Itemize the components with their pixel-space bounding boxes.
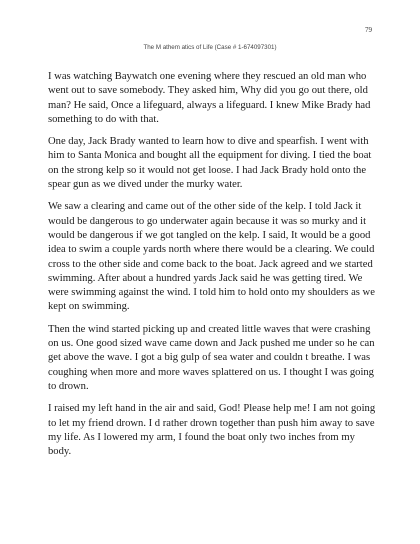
paragraph-4: Then the wind started picking up and created little waves that were crashing on us. One good sized wave came down and Jack pushed me under so he can get above the wave. I got a big gulp of sea water and couldn t breathe. I was coughing when more and more waves splattered on us. I thought I was going to drown. (48, 323, 375, 392)
paragraph-3: We saw a clearing and came out of the other side of the kelp. I told Jack it would be dangerous to go underwater again because it was so murky and it would be dangerous if we got tangled on the kelp. I said, It would be a good idea to swim a couple yards north where there would be a clearing. We could cross to the other side and come back to the boat. Jack agreed and we started swimming. After about a hundred yards Jack said he was getting tired. We were swimming against the wind. I told him to hold onto my shoulders as we kept on swimming. (48, 201, 375, 313)
paragraph-1: I was watching Baywatch one evening where they rescued an old man who went out to save somebody. They asked him, Why did you go out there, old man? He said, Once a lifeguard, always a lifeguard. I knew Mike Brady had something to do with that. (48, 71, 371, 125)
paragraph-2: One day, Jack Brady wanted to learn how to dive and spearfish. I went with him to Santa Monica and bought all the equipment for diving. I tied the boat on the strong kelp so it would not get loose. I had Jack Brady hold onto the spear gun as we dived under the murky water. (48, 136, 372, 191)
body-text (48, 70, 376, 467)
paragraph-5: I raised my left hand in the air and said, God! Please help me! I am not going to let my friend drown. I d rather drown together than push him away to save my life. As I lowered my arm, I found the boat only two inches from my body. (48, 403, 376, 458)
running-header: The M athem atics of Life (Case # 1-674097301) (143, 44, 277, 51)
page-number: 79 (365, 26, 372, 34)
